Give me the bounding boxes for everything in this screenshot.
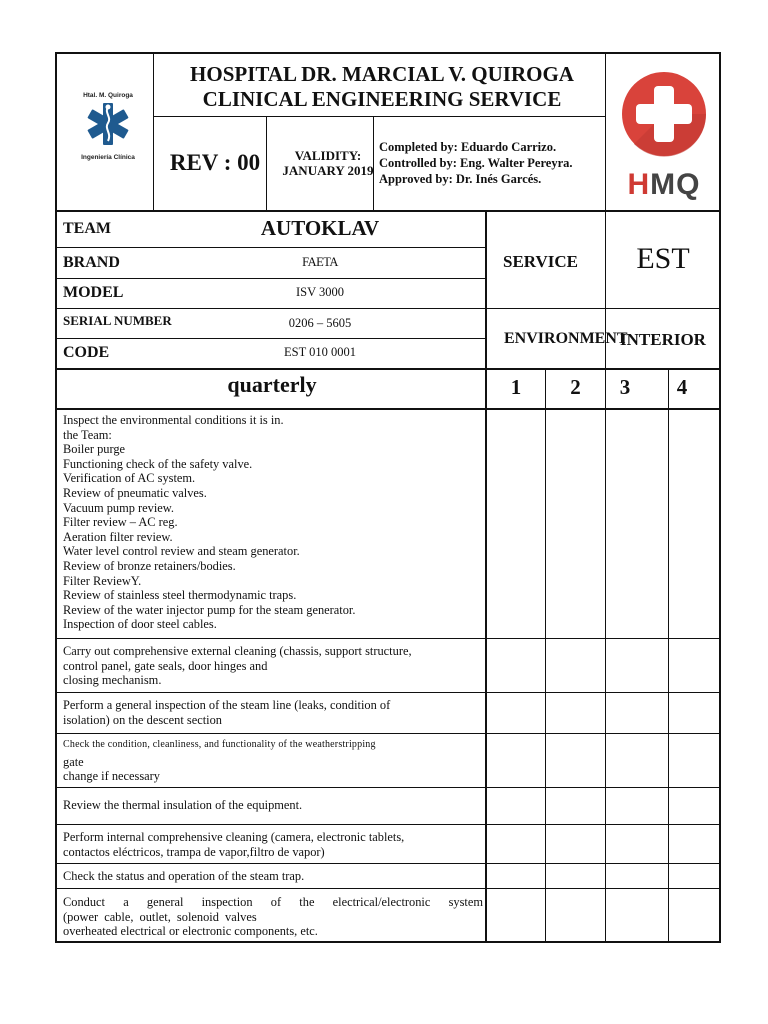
divider <box>57 787 719 788</box>
task-line: Perform a general inspection of the steam line (leaks, condition of <box>63 698 391 712</box>
environment-value: INTERIOR <box>620 330 706 349</box>
task-line: Functioning check of the safety valve. <box>63 456 253 471</box>
model-value: ISV 3000 <box>295 285 345 299</box>
logo-caption-bottom: Ingeniería Clínica <box>81 154 135 161</box>
task-line: isolation) on the descent section <box>63 712 222 727</box>
divider <box>57 247 486 248</box>
controlled-by: Controlled by: Eng. Walter Pereyra. <box>379 156 573 170</box>
divider <box>545 369 546 943</box>
brand-value: FAETA <box>302 255 338 269</box>
hmq-letter-h: H <box>627 168 651 201</box>
divider <box>57 863 719 864</box>
task-line: Inspection of door steel cables. <box>63 617 217 632</box>
code-value: EST 010 0001 <box>284 345 356 359</box>
service-value: EST <box>636 242 690 275</box>
task-internal-cleaning <box>63 830 483 859</box>
environment-label: ENVIRONMENT <box>504 330 628 347</box>
task-line: gate <box>63 754 84 769</box>
task-steam-line-inspection <box>63 698 483 727</box>
task-line: Perform internal comprehensive cleaning (camera, electronic tablets, <box>63 830 405 844</box>
divider <box>57 638 719 639</box>
task-line: Aeration filter review. <box>63 529 173 544</box>
task-line: Carry out comprehensive external cleaning (chassis, support structure, <box>63 644 412 658</box>
hospital-logo <box>63 92 153 161</box>
task-line: Filter ReviewY. <box>63 573 142 588</box>
divider <box>153 54 154 210</box>
task-line: Check the status and operation of the steam trap. <box>63 869 305 883</box>
validity <box>277 148 379 178</box>
task-line: overheated electrical or electronic components, etc. <box>63 924 318 939</box>
task-thermal-insulation <box>63 798 483 813</box>
quarter-3-header: 3 <box>619 375 631 399</box>
revision-number: REV : 00 <box>169 150 261 175</box>
divider <box>57 408 719 410</box>
divider <box>605 369 606 943</box>
approvals-block <box>379 139 573 187</box>
task-line: Conduct a general inspection of the electrical/electronic system <box>63 895 483 909</box>
hospital-name: HOSPITAL DR. MARCIAL V. QUIROGA <box>190 62 574 86</box>
task-line: Review of the water injector pump for the steam generator. <box>63 602 356 617</box>
divider <box>57 338 486 339</box>
task-line: Water level control review and steam generator. <box>63 544 300 559</box>
quarter-2-header: 2 <box>570 375 581 399</box>
code-label: CODE <box>63 344 110 361</box>
task-line: Check the condition, cleanliness, and functionality of the weatherstripping <box>63 739 376 750</box>
divider <box>57 733 719 734</box>
serial-number-label: SERIAL NUMBER <box>63 313 172 328</box>
task-general-inspection <box>63 413 483 632</box>
task-line: Review the thermal insulation of the equipment. <box>63 798 303 812</box>
approved-by: Approved by: Dr. Inés Garcés. <box>379 172 542 186</box>
quarter-1-header: 1 <box>510 375 522 399</box>
serial-number-value: 0206 – 5605 <box>288 316 352 330</box>
divider <box>57 692 719 693</box>
validity-value: JANUARY 2019 <box>282 163 374 178</box>
task-line: control panel, gate seals, door hinges and <box>63 658 268 673</box>
team-label: TEAM <box>63 220 111 237</box>
task-external-cleaning <box>63 644 483 688</box>
quarter-4-header: 4 <box>676 375 688 399</box>
task-line: Boiler purge <box>63 442 126 457</box>
hmq-logo <box>610 62 718 212</box>
divider <box>57 308 486 309</box>
divider <box>57 278 486 279</box>
divider <box>57 368 719 370</box>
service-label: SERVICE <box>503 252 578 271</box>
task-line: change if necessary <box>63 769 161 784</box>
divider <box>57 888 719 889</box>
divider <box>485 369 487 943</box>
logo-caption-top: Htal. M. Quiroga <box>83 92 133 99</box>
brand-label: BRAND <box>63 254 120 271</box>
department-name: CLINICAL ENGINEERING SERVICE <box>202 87 562 111</box>
model-label: MODEL <box>63 284 124 301</box>
task-line: Vacuum pump review. <box>63 500 175 515</box>
task-line: Inspect the environmental conditions it is in. <box>63 413 284 427</box>
task-line: Filter review – AC reg. <box>63 515 178 530</box>
frequency-title: quarterly <box>227 372 317 397</box>
divider <box>153 116 605 117</box>
task-line: (power cable, outlet, solenoid valves <box>63 909 257 924</box>
task-line: contactos eléctricos, trampa de vapor,filtro de vapor) <box>63 844 325 859</box>
hmq-letters-mq: MQ <box>650 168 701 201</box>
divider <box>486 308 719 309</box>
task-line: Review of bronze retainers/bodies. <box>63 558 236 573</box>
task-line: Verification of AC system. <box>63 471 196 486</box>
task-electrical-inspection <box>63 895 483 939</box>
star-of-life-icon <box>73 99 143 149</box>
validity-label: VALIDITY: <box>294 148 362 163</box>
medical-cross-icon <box>610 62 718 166</box>
task-line: closing mechanism. <box>63 673 162 688</box>
task-line: Review of stainless steel thermodynamic traps. <box>63 588 297 603</box>
task-weatherstripping <box>63 738 483 784</box>
task-line: Review of pneumatic valves. <box>63 485 207 500</box>
divider <box>57 824 719 825</box>
maintenance-form <box>55 52 721 943</box>
hmq-wordmark <box>610 168 718 202</box>
task-line: the Team: <box>63 427 112 442</box>
team-value: AUTOKLAV <box>260 216 380 240</box>
completed-by: Completed by: Eduardo Carrizo. <box>379 140 557 154</box>
divider <box>668 369 669 943</box>
task-steam-trap <box>63 869 483 884</box>
